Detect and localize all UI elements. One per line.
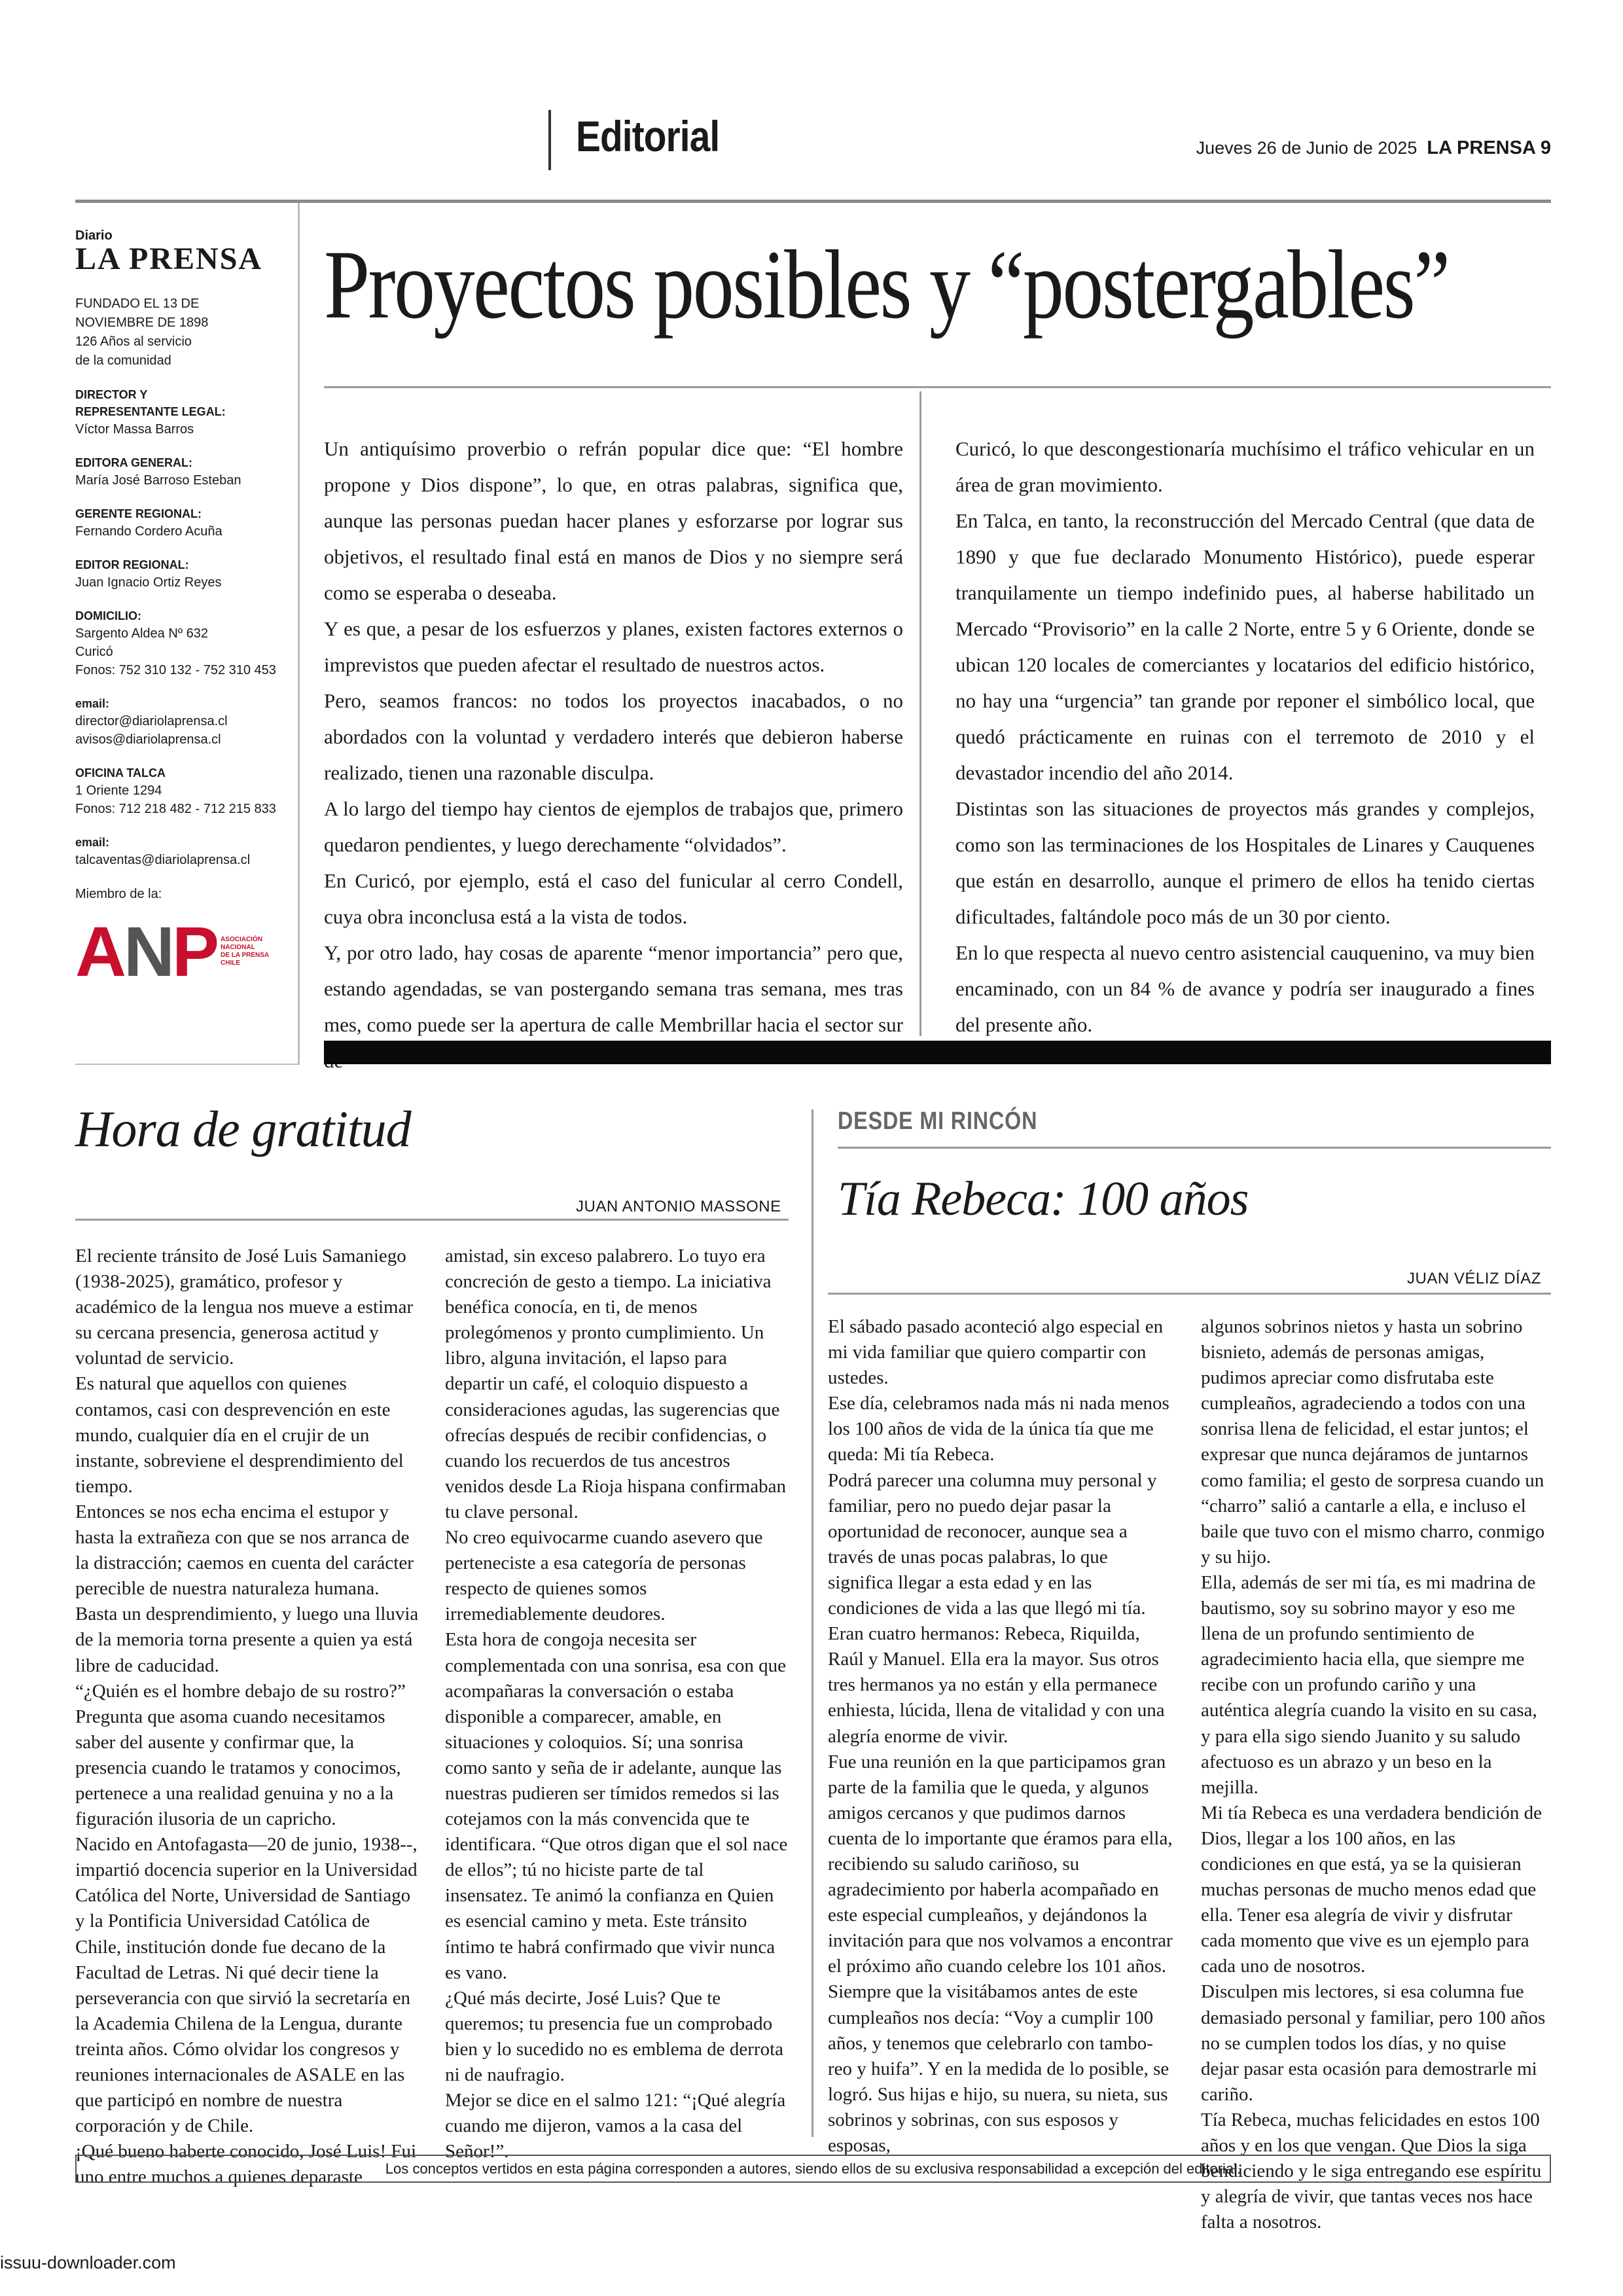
paragraph: Basta un desprendimiento, y luego una lluvia de la memoria torna presente a quien ya está libre de caducidad. xyxy=(75,1604,419,1676)
rincon-kicker: DESDE MI RINCÓN xyxy=(838,1107,1038,1135)
paragraph: “¿Quién es el hombre debajo de su rostro?” Pregunta que asoma cuando necesitamos saber del ausente y confirmar que, la presencia cuando le tratamos y conocimos, pertenece a una realidad genuina y no a la figuración ilusoria de un capricho. xyxy=(75,1680,406,1830)
editorial-column-divider xyxy=(919,391,921,1036)
masthead-sidebar xyxy=(75,228,285,991)
anp-letter: N xyxy=(124,912,172,991)
paragraph: algunos sobrinos nietos y hasta un sobrino bisnieto, además de personas amigas, pudimos apreciar como disfrutaba este cumpleaños, agradeciendo a todos con una sonrisa llena de felicidad, el estar juntos; el expresar que nunca dejáramos de juntarnos como familia; el gesto de sorpresa cuando un “charro” salió a cantarle a ella, e incluso el baile que tuvo con el mismo charro, conmigo y su hijo. xyxy=(1201,1316,1545,1568)
paragraph: Mejor se dice en el salmo 121: “¡Qué alegría cuando me dijeron, vamos a la casa del Señor!”. xyxy=(445,2090,786,2162)
rincon-column-1 xyxy=(828,1314,1175,2159)
paragraph: Y, por otro lado, hay cosas de aparente “menor importancia” pero que, estando agendadas, se van postergando semana tras semana, mes tras mes, como puede ser la apertura de calle Membrillar hacia el sector sur xyxy=(324,941,903,1036)
paragraph: Tía Rebeca, muchas felicidades en estos 100 años y en los que vengan. Que Dios la siga bendiciendo y le siga entregando ese espíritu y alegría de vivir, que tantas veces nos hace falta a nosotros. xyxy=(1201,2109,1542,2233)
paragraph: ¡Qué bueno haberte conocido, José Luis! Fui uno entre muchos a quienes deparaste xyxy=(75,2141,417,2188)
founded-info xyxy=(75,295,285,370)
anp-caption-line: CHILE xyxy=(221,960,241,967)
staff-value: Juan Ignacio Ortiz Reyes xyxy=(75,575,222,590)
staff-label: EDITORA GENERAL: xyxy=(75,456,193,469)
anp-caption-line: NACIONAL xyxy=(221,944,255,951)
editorial-headline: Proyectos posibles y “postergables” xyxy=(324,230,1449,339)
sidebar-bottom-rule xyxy=(75,1064,300,1065)
paragraph: Distintas son las situaciones de proyectos más grandes y complejos, como son las terminaciones de los Hospitales de Linares y Cauquenes que están en desarrollo, aunque el primero de ellos ha tenido ciertas dificultades, faltándole poco más de un 30 por ciento. xyxy=(955,797,1535,928)
staff-value: María José Barroso Esteban xyxy=(75,473,241,488)
hora-article-rule xyxy=(75,1219,789,1221)
paragraph: Pero, seamos francos: no todos los proyectos inacabados, o no abordados con la voluntad y verdadero interés que debieron haberse realizado, tienen una razonable disculpa. xyxy=(324,689,903,784)
anp-letter: P xyxy=(172,912,217,991)
staff-label: email: xyxy=(75,697,110,710)
rincon-column-2 xyxy=(1201,1314,1548,2235)
anp-logo-letters xyxy=(75,912,217,991)
paragraph: Ese día, celebramos nada más ni nada menos los 100 años de vida de la única tía que me queda: Mi tía Rebeca. xyxy=(828,1393,1169,1465)
anp-caption-line: ASOCIACIÓN xyxy=(221,936,262,943)
rincon-article-rule xyxy=(828,1293,1551,1295)
paragraph: Esta hora de congoja necesita ser complementada con una sonrisa, esa con que acompañaras la conversación o estaba disponible a comparecer, amable, en situaciones y coloquios. Sí; una sonrisa como santo y seña de ir adelante, aunque las nuestras pudieren ser tímidos remedos si las cotejamos con la más convencida que te identificara. “Que otros digan que el sol nace de ellos”; tú no hiciste parte de tal insensatez. Te animó la confianza en Quien es esencial camino y meta. Este tránsito íntimo te habrá confirmado que vivir nunca es vano. xyxy=(445,1629,788,1983)
paragraph: Eran cuatro hermanos: Rebeca, Riquilda, Raúl y Manuel. Ella era la mayor. Sus otros tres hermanos ya no están y ella permanece enhiesta, lúcida, llena de vitalidad y con una alegría enorme de vivir. xyxy=(828,1623,1165,1747)
hora-column-2 xyxy=(445,1244,789,2164)
section-title: Editorial xyxy=(576,112,720,160)
anp-caption-line: DE LA PRENSA xyxy=(221,952,270,959)
anp-logo xyxy=(75,912,285,991)
disclaimer-box: Los conceptos vertidos en esta página corresponden a autores, siendo ellos de su exclusiva responsabilidad a excepción del editorial. xyxy=(75,2155,1551,2183)
paragraph: amistad, sin exceso palabrero. Lo tuyo era concreción de gesto a tiempo. La iniciativa benéfica conocía, en ti, de menos prolegómenos y pronto cumplimiento. Un libro, alguna invitación, el lapso para departir un café, el coloquio dispuesto a consideraciones agudas, las sugerencias que ofrecías después de recibir confidencias, o cuando los recuerdos de tus ancestros venidos desde La Rioja hispana confirmaban tu clave personal. xyxy=(445,1246,787,1522)
hora-article-author: JUAN ANTONIO MASSONE xyxy=(576,1198,781,1215)
rincon-article-title: Tía Rebeca: 100 años xyxy=(838,1172,1249,1226)
editorial-bottom-bar xyxy=(324,1041,1551,1064)
paragraph: No creo equivocarme cuando asevero que perteneciste a esa categoría de personas respecto de quienes somos irremediablemente deudores. xyxy=(445,1527,763,1625)
staff-entry xyxy=(75,695,285,749)
phone-line: Fonos: 752 310 132 - 752 310 453 xyxy=(75,663,276,677)
paragraph: Disculpen mis lectores, si esa columna fue demasiado personal y familiar, pero 100 años no se cumplen todos los días, y no quise dejar pasar esta ocasión para demostrarle mi cariño. xyxy=(1201,1981,1546,2105)
staff-label: EDITOR REGIONAL: xyxy=(75,558,189,571)
staff-label-line: REPRESENTANTE LEGAL: xyxy=(75,405,226,418)
page-label: LA PRENSA 9 xyxy=(1427,137,1551,158)
paragraph: El reciente tránsito de José Luis Samaniego (1938-2025), gramático, profesor y académico de la lengua nos mueve a estimar su cercana presencia, generosa actitud y voluntad de servicio. xyxy=(75,1246,414,1369)
staff-entry xyxy=(75,607,285,679)
dateline xyxy=(1196,137,1551,159)
staff-entry xyxy=(75,505,285,541)
staff-entry xyxy=(75,556,285,592)
anp-letter: A xyxy=(75,912,124,991)
paragraph: Y es que, a pesar de los esfuerzos y planes, existen factores externos o imprevistos que pueden afectar el resultado de nuestros actos. xyxy=(324,617,903,676)
staff-label xyxy=(75,386,285,420)
staff-label: OFICINA TALCA xyxy=(75,766,166,780)
staff-entry xyxy=(75,386,285,439)
staff-label: DOMICILIO: xyxy=(75,609,141,622)
hora-article-title: Hora de gratitud xyxy=(75,1100,411,1157)
paragraph: Nacido en Antofagasta—20 de junio, 1938--, impartió docencia superior en la Universidad Católica del Norte, Universidad de Santiago y la Pontificia Universidad Católica de Chile, institución donde fue decano de la Facultad de Letras. Ni qué decir tiene la perseverancia con que sirvió la secretaría en la Academia Chilena de la Lengua, durante treinta años. Cómo olvidar los congresos y reuniones internacionales de ASALE en las que participó en nombre de nuestra corporación y de Chile. xyxy=(75,1834,418,2137)
editorial-rule xyxy=(324,386,1551,388)
address-line: 1 Oriente 1294 xyxy=(75,783,162,798)
paragraph: Fue una reunión en la que participamos gran parte de la familia que le queda, y algunos amigos cercanos y que pudimos darnos cuenta de lo importante que éramos para ella, recibiendo su saludo cariñoso, su agradecimiento por haberla acompañado en este especial cumpleaños, y dejándonos la invitación para que nos volvamos a encontrar el próximo año cuando celebre los 101 años. xyxy=(828,1751,1173,1977)
founded-line: NOVIEMBRE DE 1898 xyxy=(75,315,209,330)
paragraph: En lo que respecta al nuevo centro asistencial cauquenino, va muy bien encaminado, con un 84 % de avance y podría ser inaugurado a fines del presente año. xyxy=(955,941,1535,1036)
editorial-column-1 xyxy=(324,431,903,1079)
sidebar-divider xyxy=(298,203,300,1064)
phone-line: Fonos: 712 218 482 - 712 215 833 xyxy=(75,802,276,816)
email-line: director@diariolaprensa.cl xyxy=(75,714,228,728)
watermark-link[interactable]: issuu-downloader.com xyxy=(0,2253,176,2272)
rincon-divider xyxy=(812,1109,813,2137)
paragraph: A lo largo del tiempo hay cientos de ejemplos de trabajos que, primero quedaron pendientes, y luego derechamente “olvidados”. xyxy=(324,797,903,856)
header-rule xyxy=(75,200,1551,203)
paragraph: Mi tía Rebeca es una verdadera bendición de Dios, llegar a los 100 años, en las condiciones en que está, ya se la quisieran muchas personas de mucho menos edad que ella. Tener esa alegría de vivir y disfrutar cada momento que vive es un ejemplo para cada uno de nosotros. xyxy=(1201,1802,1542,1977)
paragraph: El sábado pasado aconteció algo especial en mi vida familiar que quiero compartir con ustedes. xyxy=(828,1316,1164,1389)
staff-value: Víctor Massa Barros xyxy=(75,422,194,437)
address-line: Sargento Aldea Nº 632 xyxy=(75,626,209,641)
paragraph: Siempre que la visitábamos antes de este cumpleaños nos decía: “Voy a cumplir 100 años, y tenemos que celebrarlo con tambo-reo y huifa”. Y en la medida de lo posible, se logró. Sus hijas e hijo, su nuera, su nieta, sus sobrinos y sobrinas, con sus esposos y esposas, xyxy=(828,1981,1169,2156)
paragraph: Curicó, lo que descongestionaría muchísimo el tráfico vehicular en un área de gran movimiento. xyxy=(955,437,1535,496)
header-divider xyxy=(548,110,551,170)
staff-label-line: DIRECTOR Y xyxy=(75,388,148,401)
masthead-diario: Diario xyxy=(75,228,113,243)
rincon-article-author: JUAN VÉLIZ DÍAZ xyxy=(1407,1270,1541,1287)
paragraph: Podrá parecer una columna muy personal y familiar, pero no puedo dejar pasar la oportunidad de reconocer, aunque sea a través de unas pocas palabras, lo que significa llegar a esta edad y en las condiciones de vida a las que llegó mi tía. xyxy=(828,1469,1157,1619)
founded-line: de la comunidad xyxy=(75,353,171,368)
rincon-kicker-rule xyxy=(838,1147,1551,1149)
staff-entry xyxy=(75,764,285,818)
address-line: Curicó xyxy=(75,645,113,659)
member-label: Miembro de la: xyxy=(75,887,162,901)
founded-line: FUNDADO EL 13 DE xyxy=(75,296,200,311)
issue-date: Jueves 26 de Junio de 2025 xyxy=(1196,138,1418,158)
email-line: talcaventas@diariolaprensa.cl xyxy=(75,853,251,867)
email-line: avisos@diariolaprensa.cl xyxy=(75,732,221,747)
paragraph: Ella, además de ser mi tía, es mi madrina de bautismo, soy su sobrino mayor y eso me llena de un profundo sentimiento de agradecimiento hacia ella, que siempre me recibe con un profundo cariño y una auténtica alegría cuando la visito en su casa, y para ella sigo siendo Juanito y su saludo afectuoso es un abrazo y un beso en la mejilla. xyxy=(1201,1571,1537,1798)
paragraph: Es natural que aquellos con quienes contamos, casi con desprevención en este mundo, cualquier día en el crujir de un instante, sobreviene el desprendimiento del tiempo. xyxy=(75,1373,404,1497)
paragraph: Un antiquísimo proverbio o refrán popular dice que: “El hombre propone y Dios dispone”, lo que, en otras palabras, significa que, aunque las personas puedan hacer planes y esforzarse por lograr sus objetivos, el resultado final está en manos de Dios y no siempre será como se esperaba o deseaba. xyxy=(324,437,903,604)
hora-column-1 xyxy=(75,1244,419,2190)
paragraph: ¿Qué más decirte, José Luis? Que te queremos; tu presencia fue un comprobado bien y lo sucedido no es emblema de derrota ni de naufragio. xyxy=(445,1987,784,2085)
paragraph: Entonces se nos echa encima el estupor y hasta la extrañeza con que se nos arranca de la distracción; caemos en cuenta del carácter perecible de nuestra naturaleza humana. xyxy=(75,1501,414,1600)
paragraph: En Curicó, por ejemplo, está el caso del funicular al cerro Condell, cuya obra inconclusa está a la vista de todos. xyxy=(324,869,903,928)
staff-entry xyxy=(75,454,285,490)
staff-label: email: xyxy=(75,836,110,849)
paragraph: En Talca, en tanto, la reconstrucción del Mercado Central (que data de 1890 y que fue declarado Monumento Histórico), puede esperar tranquilamente un tiempo indefinido pues, al haberse habilitado un Mercado “Provisorio” en la calle 2 Norte, entre 5 y 6 Oriente, donde se ubican 120 locales de comerciantes y locatarios del edificio histórico, no hay una “urgencia” tan grande por reponer el simbólico local, que quedó prácticamente en ruinas con el terremoto de 2010 y el devastador incendio del año 2014. xyxy=(955,509,1535,784)
anp-logo-caption xyxy=(221,936,269,967)
staff-label: GERENTE REGIONAL: xyxy=(75,507,202,520)
staff-entry xyxy=(75,834,285,869)
founded-line: 126 Años al servicio xyxy=(75,334,192,349)
editorial-column-2 xyxy=(955,431,1535,1043)
staff-value: Fernando Cordero Acuña xyxy=(75,524,223,539)
masthead-brand: LA PRENSA xyxy=(75,242,263,276)
